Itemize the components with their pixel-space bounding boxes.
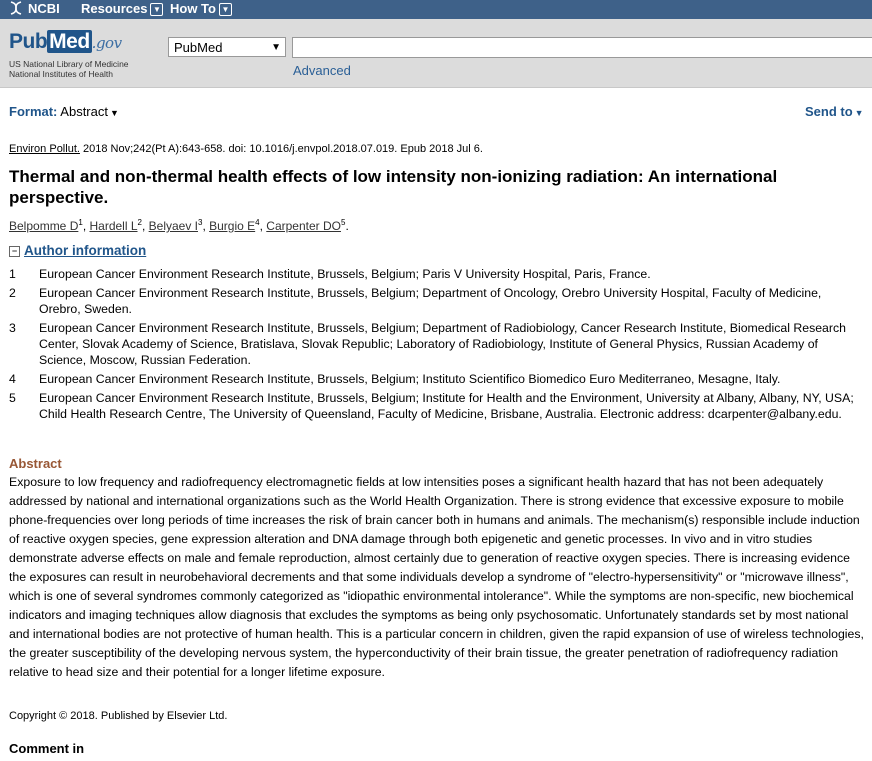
affiliation-list — [9, 266, 859, 425]
author-list — [9, 218, 349, 233]
author-info-toggle[interactable] — [9, 243, 146, 258]
logo-pub: Pub — [9, 30, 48, 53]
affiliation-text: European Cancer Environment Research Institute, Brussels, Belgium; Department of Radiobiology, Cancer Research Institute, Biomedical Research Center, Slovak Academy of Science, Bratislava, Slovak Republic; Laboratory of Radiobiology, Institute of General Physics, Russian Academy of Science, Moscow, Russian Federation. — [39, 321, 846, 367]
send-to-label: Send to — [805, 104, 853, 119]
citation — [9, 143, 483, 155]
database-select[interactable] — [168, 37, 286, 57]
caret-down-icon: ▼ — [109, 108, 119, 118]
affiliation-item — [9, 285, 859, 317]
affiliation-number: 2 — [9, 286, 16, 300]
database-value: PubMed — [174, 40, 223, 55]
send-to-menu[interactable] — [805, 104, 864, 119]
abstract-heading: Abstract — [9, 456, 62, 471]
search-input[interactable] — [292, 37, 872, 58]
advanced-search-link[interactable]: Advanced — [293, 63, 351, 78]
howto-label: How To — [170, 1, 216, 16]
affiliation-text: European Cancer Environment Research Institute, Brussels, Belgium; Instituto Scientifico Biomedico Euro Mediterraneo, Mesagne, Italy. — [39, 372, 781, 386]
author-sep: , — [259, 219, 267, 233]
author-sup[interactable]: 5 — [340, 218, 346, 227]
logo-gov: .gov — [91, 34, 122, 52]
affiliation-number: 1 — [9, 267, 16, 281]
nlm-line1: US National Library of Medicine — [9, 59, 129, 69]
author-link[interactable]: Belyaev I — [148, 219, 198, 233]
author-link[interactable]: Belpomme D — [9, 219, 79, 233]
ncbi-topbar — [0, 0, 872, 19]
author-sep: , — [202, 219, 210, 233]
author-link[interactable]: Hardell L — [89, 219, 138, 233]
nlm-line2: National Institutes of Health — [9, 69, 113, 79]
affiliation-item — [9, 371, 859, 387]
pubmed-logo[interactable] — [9, 30, 122, 54]
affiliation-text: European Cancer Environment Research Institute, Brussels, Belgium; Paris V University Hospital, Paris, France. — [39, 267, 651, 281]
author-sep: , — [82, 219, 90, 233]
affiliation-item — [9, 266, 859, 282]
search-bar — [0, 19, 872, 88]
ncbi-helix-icon — [8, 1, 24, 15]
format-selector[interactable] — [9, 104, 119, 119]
copyright-notice: Copyright © 2018. Published by Elsevier Ltd. — [9, 710, 228, 722]
chevron-down-icon: ▼ — [219, 3, 232, 16]
ncbi-label: NCBI — [28, 1, 60, 16]
affiliation-text: European Cancer Environment Research Institute, Brussels, Belgium; Department of Oncology, Orebro University Hospital, Faculty of Medicine, Orebro, Sweden. — [39, 286, 822, 316]
chevron-down-icon: ▼ — [150, 3, 163, 16]
author-sep: , — [141, 219, 149, 233]
affiliation-item — [9, 320, 859, 368]
abstract-text: Exposure to low frequency and radiofrequency electromagnetic fields at low intensities poses a significant health hazard that has not been adequately addressed by national and international organizations such as the World Health Organization. There is strong evidence that excessive exposure to mobile phone-frequencies over long periods of time increases the risk of brain cancer both in humans and animals. The mechanism(s) responsible include induction of reactive oxygen species, gene expression alteration and DNA damage through both epigenetic and genetic processes. In vivo and in vitro studies demonstrate adverse effects on male and female reproduction, almost certainly due to generation of reactive oxygen species. There is increasing evidence the exposures can result in neurobehavioral decrements and that some individuals develop a syndrome of "electro-hypersensitivity" or "microwave illness", which is one of several syndromes commonly categorized as "idiopathic environmental intolerance". While the symptoms are non-specific, new biochemical indicators and imaging techniques allow diagnosis that excludes the symptoms as being only psychosomatic. Unfortunately standards set by most national and international bodies are not protective of human health. This is a particular concern in children, given the rapid expansion of use of wireless technologies, the greater susceptibility of the developing nervous system, the hyperconductivity of their brain tissue, the greater penetration of radiofrequency radiation relative to head size and their potential for a longer lifetime exposure. — [9, 475, 864, 679]
resources-label: Resources — [81, 1, 148, 16]
affiliation-number: 4 — [9, 372, 16, 386]
journal-link[interactable]: Environ Pollut. — [9, 143, 80, 155]
ncbi-home-link[interactable] — [8, 1, 60, 16]
author-sup[interactable]: 1 — [78, 218, 83, 227]
howto-menu[interactable] — [170, 1, 232, 16]
author-sep: . — [345, 219, 349, 233]
format-value: Abstract — [60, 104, 108, 119]
collapse-minus-icon: − — [9, 246, 20, 257]
dropdown-arrow-icon: ▼ — [271, 42, 281, 53]
author-sup[interactable]: 2 — [137, 218, 142, 227]
author-sup[interactable]: 4 — [255, 218, 260, 227]
comment-in-heading: Comment in — [9, 741, 85, 756]
author-info-label: Author information — [24, 243, 147, 258]
author-link[interactable]: Burgio E — [209, 219, 256, 233]
author-sup[interactable]: 3 — [198, 218, 203, 227]
citation-details: 2018 Nov;242(Pt A):643-658. doi: 10.1016/j.envpol.2018.07.019. Epub 2018 Jul 6. — [83, 143, 483, 155]
affiliation-item — [9, 390, 859, 422]
caret-down-icon: ▼ — [854, 108, 864, 118]
logo-med: Med — [49, 30, 90, 53]
format-label: Format: — [9, 104, 58, 119]
author-link[interactable]: Carpenter DO — [266, 219, 341, 233]
affiliation-number: 3 — [9, 321, 16, 335]
affiliation-number: 5 — [9, 391, 16, 405]
nlm-caption — [9, 59, 129, 79]
resources-menu[interactable] — [81, 1, 163, 16]
article-title: Thermal and non-thermal health effects of low intensity non-ionizing radiation: An international perspective. — [9, 167, 778, 207]
affiliation-text: European Cancer Environment Research Institute, Brussels, Belgium; Institute for Health and the Environment, University at Albany, Albany, NY, USA; Child Health Research Centre, The University of Queensland, Faculty of Medicine, Brisbane, Australia. Electronic address: dcarpenter@albany.edu. — [39, 391, 854, 421]
